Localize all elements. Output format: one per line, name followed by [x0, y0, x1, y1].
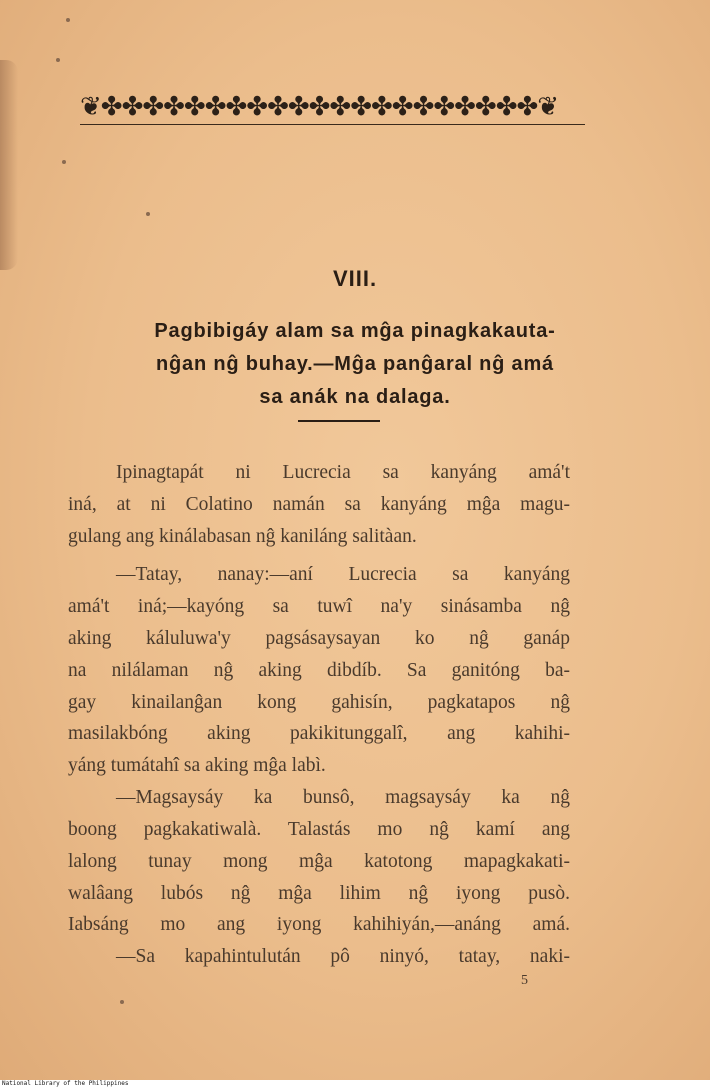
body-line: —Sa kapahintulután pô ninyó, tatay, naki-	[116, 946, 570, 967]
page-number: 5	[521, 973, 528, 988]
body-line: gulang ang kinálabasan nĝ kaniláng salitàan.	[68, 526, 417, 547]
paper-speck	[56, 58, 60, 62]
chapter-title-line: sa anák na dalaga.	[259, 386, 451, 408]
body-line: yáng tumátahî sa aking mĝa labì.	[68, 755, 326, 776]
title-rule	[298, 420, 380, 422]
footer-credit: National Library of the Philippines	[0, 1080, 710, 1088]
body-line: gay kinailanĝan kong gahisín, pagkatapos nĝ	[68, 692, 570, 713]
chapter-title	[100, 315, 610, 414]
body-line: amá't iná;—kayóng sa tuwî na'y sinásamba nĝ	[68, 596, 570, 617]
ornament-rule	[80, 124, 585, 125]
body-line: Iabsáng mo ang iyong kahihiyán,—anáng amá.	[68, 914, 570, 935]
body-line: Ipinagtapát ni Lucrecia sa kanyáng amá't	[116, 462, 570, 483]
body-line: aking káluluwa'y pagsásaysayan ko nĝ ganáp	[68, 628, 570, 649]
body-line: na nilálaman nĝ aking dibdíb. Sa ganitóng ba-	[68, 660, 570, 681]
paper-speck	[146, 212, 150, 216]
body-line: boong pagkakatiwalà. Talastás mo nĝ kamí ang	[68, 819, 570, 840]
chapter-title-line: Pagbibigáy alam sa mĝa pinagkakauta-	[154, 320, 556, 342]
body-line: iná, at ni Colatino namán sa kanyáng mĝa magu-	[68, 494, 570, 515]
chapter-number: VIII.	[332, 266, 378, 291]
body-line: —Magsaysáy ka bunsô, magsaysáy ka nĝ	[116, 787, 570, 808]
body-line: —Tatay, nanay:—aní Lucrecia sa kanyáng	[116, 564, 570, 585]
body-line: masilakbóng aking pakikitunggalî, ang kahihi-	[68, 723, 570, 744]
paper-speck	[66, 18, 70, 22]
page-edge-shadow	[0, 60, 18, 270]
chapter-title-line: nĝan nĝ buhay.—Mĝa panĝaral nĝ amá	[156, 353, 554, 375]
paper-speck	[120, 1000, 124, 1004]
body-line: walâang lubós nĝ mĝa lihim nĝ iyong pusò.	[68, 883, 570, 904]
header-ornament: ❦✤✤✤✤✤✤✤✤✤✤✤✤✤✤✤✤✤✤✤✤✤❦	[80, 94, 559, 120]
paper-speck	[62, 160, 66, 164]
body-line: lalong tunay mong mĝa katotong mapagkakati-	[68, 851, 570, 872]
